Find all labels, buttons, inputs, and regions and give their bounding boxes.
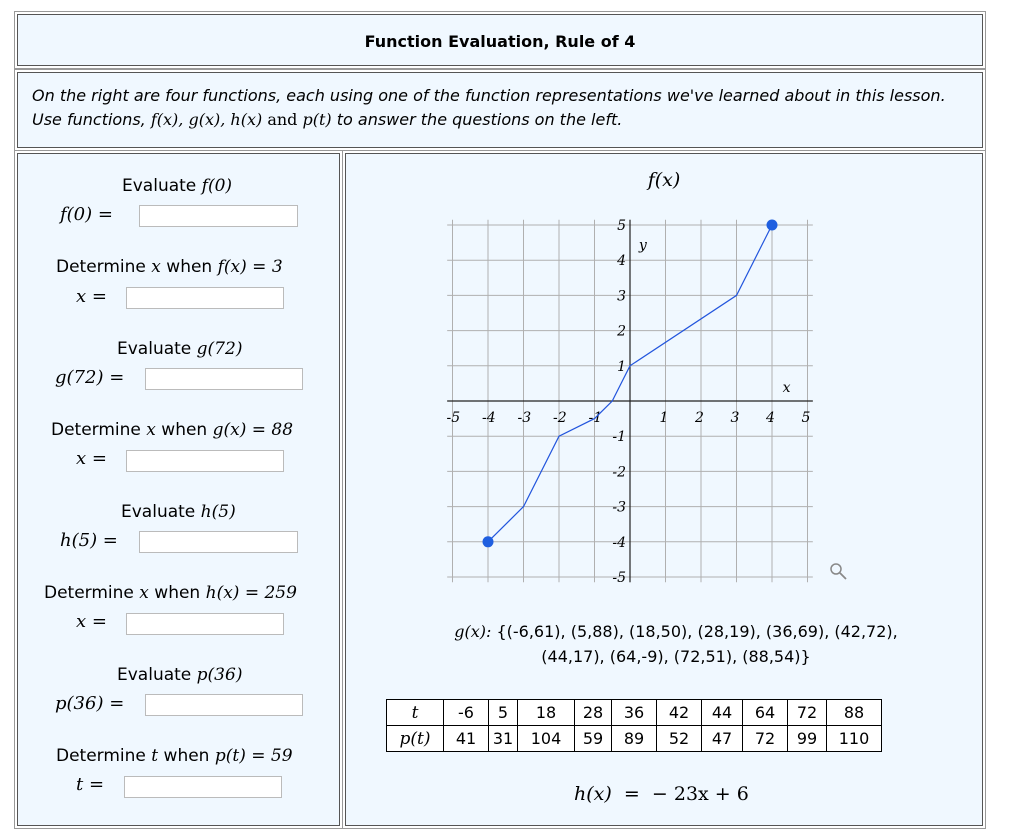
y-tick-label: 2: [617, 323, 626, 340]
t-cell: 42: [657, 700, 702, 726]
p-cell: 31: [489, 726, 518, 752]
t-cell: 72: [788, 700, 827, 726]
y-tick-label: 1: [617, 358, 626, 375]
question-1-input[interactable]: [139, 205, 298, 227]
title-box: [17, 14, 983, 66]
question-1-label: f(0) =: [60, 204, 113, 225]
intro-text: [32, 84, 946, 132]
question-2-input[interactable]: [126, 287, 284, 309]
x-tick-label: 2: [695, 410, 704, 426]
f-graph[interactable]: [346, 154, 982, 594]
f-endpoint: [767, 220, 778, 231]
question-4-label: x =: [76, 448, 107, 469]
intro-line-1: On the right are four functions, each using one of the function representations we've learned about in this lesson.: [32, 86, 946, 105]
question-8-input[interactable]: [124, 776, 282, 798]
t-cell: 88: [827, 700, 882, 726]
y-tick-labels: [612, 218, 626, 586]
x-tick-label: -5: [446, 410, 461, 426]
question-3-label: g(72) =: [55, 367, 125, 388]
y-tick-label: 4: [617, 253, 626, 270]
intro-f: f(x),: [150, 110, 184, 129]
table-row-p: [387, 726, 882, 752]
p-cell: 47: [702, 726, 743, 752]
t-header: t: [387, 700, 444, 726]
question-6-label: x =: [76, 611, 107, 632]
y-tick-label: -4: [612, 534, 626, 551]
page-title: Function Evaluation, Rule of 4: [364, 32, 636, 51]
question-1-prompt: Evaluate f(0): [122, 176, 233, 196]
p-table: [386, 699, 882, 752]
t-cell: 64: [743, 700, 788, 726]
x-tick-labels: [447, 410, 811, 426]
y-axis-label: y: [638, 237, 647, 254]
p-cell: 99: [788, 726, 827, 752]
y-tick-label: 5: [617, 218, 626, 234]
p-header: p(t): [387, 726, 444, 752]
question-7-input[interactable]: [145, 694, 303, 716]
question-6-input[interactable]: [126, 613, 284, 635]
y-tick-label: -3: [612, 499, 626, 516]
p-cell: 41: [444, 726, 489, 752]
p-cell: 89: [612, 726, 657, 752]
x-tick-label: -4: [482, 410, 496, 426]
x-tick-label: 3: [730, 410, 740, 426]
table-row-t: [387, 700, 882, 726]
p-cell: 52: [657, 726, 702, 752]
questions-panel: [17, 153, 340, 826]
y-tick-label: -1: [612, 429, 626, 446]
p-cell: 110: [827, 726, 882, 752]
x-tick-label: 5: [801, 410, 811, 426]
g-line-2: (44,17), (64,-9), (72,51), (88,54)}: [541, 647, 811, 666]
x-tick-label: -2: [553, 410, 567, 426]
g-set: [406, 619, 946, 669]
intro-and: and: [267, 110, 298, 129]
x-axis-label: x: [782, 380, 791, 397]
intro-p: p(t): [302, 110, 332, 129]
question-5-label: h(5) =: [60, 530, 118, 551]
magnifier-icon[interactable]: [831, 564, 846, 579]
x-tick-label: 1: [659, 410, 669, 426]
t-cell: 5: [489, 700, 518, 726]
question-5-input[interactable]: [139, 531, 298, 553]
t-cell: 18: [518, 700, 575, 726]
intro-box: [17, 72, 983, 148]
question-7-label: p(36) =: [55, 693, 125, 714]
h-formula: h(x) = − 23x + 6: [574, 783, 749, 805]
x-tick-label: -1: [588, 410, 603, 426]
functions-panel: [345, 153, 983, 826]
question-4-input[interactable]: [126, 450, 284, 472]
question-3-input[interactable]: [145, 368, 303, 390]
question-4-prompt: Determine x when g(x) = 88: [51, 420, 294, 440]
t-cell: 44: [702, 700, 743, 726]
f-endpoint: [483, 536, 494, 547]
question-5-prompt: Evaluate h(5): [121, 502, 236, 522]
p-cell: 104: [518, 726, 575, 752]
p-cell: 59: [575, 726, 612, 752]
question-8-label: t =: [76, 774, 105, 795]
question-6-prompt: Determine x when h(x) = 259: [44, 583, 297, 603]
question-2-label: x =: [76, 286, 107, 307]
intro-h: h(x): [230, 110, 263, 129]
t-cell: -6: [444, 700, 489, 726]
y-tick-label: -2: [612, 464, 626, 481]
y-tick-label: 3: [617, 288, 626, 305]
question-2-prompt: Determine x when f(x) = 3: [56, 257, 283, 277]
x-tick-label: 4: [766, 410, 775, 426]
g-line-1: g(x): {(-6,61), (5,88), (18,50), (28,19), (36,69), (42,72),: [454, 622, 898, 641]
t-cell: 28: [575, 700, 612, 726]
question-7-prompt: Evaluate p(36): [117, 665, 243, 685]
p-cell: 72: [743, 726, 788, 752]
y-tick-label: -5: [612, 570, 626, 586]
question-8-prompt: Determine t when p(t) = 59: [56, 746, 293, 766]
question-3-prompt: Evaluate g(72): [117, 339, 243, 359]
chart-title: f(x): [647, 169, 681, 191]
intro-line-2: Use functions, f(x), g(x), h(x) and p(t) to answer the questions on the left.: [32, 110, 623, 129]
t-cell: 36: [612, 700, 657, 726]
intro-g: g(x),: [188, 110, 226, 129]
x-tick-label: -3: [517, 410, 532, 426]
